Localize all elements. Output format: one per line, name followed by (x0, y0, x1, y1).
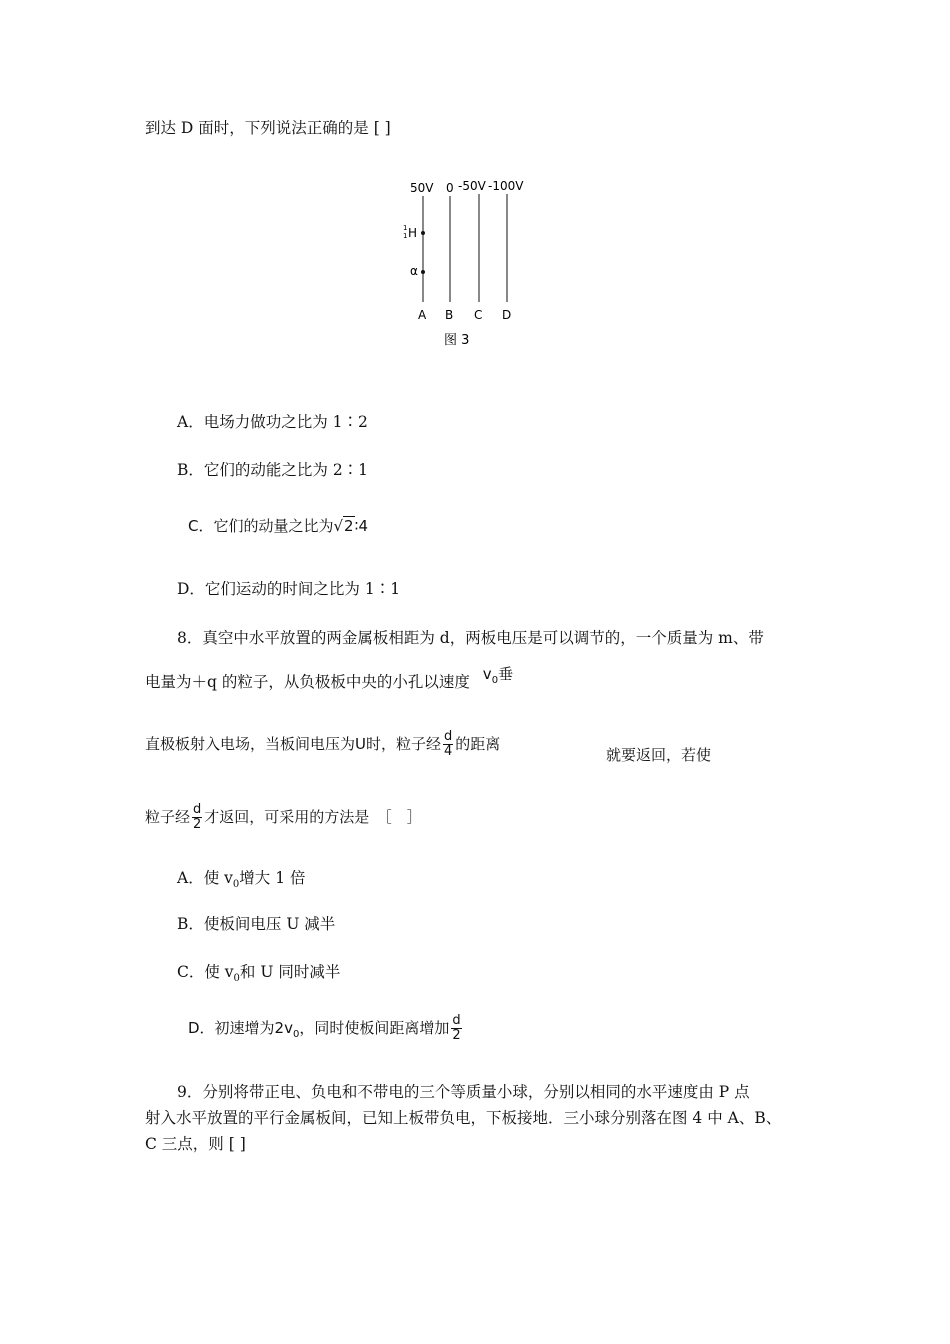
particle-alpha-label: α (410, 264, 418, 278)
h-prefix-top: 1 (403, 224, 408, 232)
q8-line-4-text: 粒子经 (145, 808, 191, 826)
q8-option-a (177, 868, 305, 888)
v-subscript: 0 (233, 973, 240, 984)
q7-option-c (188, 516, 368, 536)
fraction-d-over-4 (443, 730, 453, 759)
q8-line-3 (145, 730, 500, 759)
h-prefix-bottom: 1 (403, 232, 408, 240)
figure-caption: 图 3 (444, 333, 470, 348)
q9-line-1: 9．分别将带正电、负电和不带电的三个等质量小球，分别以相同的水平速度由 P 点 (177, 1083, 750, 1101)
q7-option-c-ratio: ∶4 (354, 517, 369, 535)
fraction-d-over-2 (451, 1014, 461, 1043)
potential-label-b: 0 (446, 181, 454, 195)
q8-line-1: 8．真空中水平放置的两金属板相距为 d，两板电压是可以调节的，一个质量为 m、带 (177, 629, 764, 647)
q7-option-a: A．电场力做功之比为 1∶2 (177, 413, 368, 431)
frac-numerator: d (443, 729, 453, 744)
frac-denominator: 4 (443, 744, 453, 759)
v-subscript: 0 (292, 1029, 300, 1040)
q8-option-d-text: D．初速增为2v (188, 1019, 293, 1037)
q8-line-2-text: 电量为＋q 的粒子，从负极板中央的小孔以速度 (145, 673, 470, 691)
potential-label-a: 50V (410, 181, 434, 195)
q7-intro-line: 到达 D 面时，下列说法正确的是 [ ] (145, 119, 391, 137)
sqrt-radicand: 2 (344, 517, 354, 535)
q8-option-d (188, 1014, 464, 1043)
q8-line-3-text: 直极板射入电场，当板间电压为U时，粒子经 (145, 735, 441, 753)
frac-numerator: d (452, 1013, 461, 1028)
v-subscript: 0 (232, 879, 240, 890)
q8-line-3-tail: 的距离 (455, 735, 501, 753)
q8-option-a-tail: 增大 1 倍 (239, 869, 306, 887)
plate-label-c: C (474, 308, 483, 322)
q8-option-c-text: C．使 v (177, 963, 234, 981)
potential-label-c: -50V (458, 179, 486, 193)
q8-option-d-mid: ，同时使板间距离增加 (299, 1019, 450, 1037)
fraction-d-over-2 (192, 803, 202, 832)
plate-label-a: A (418, 308, 427, 322)
particle-alpha-dot (421, 270, 425, 274)
q8-line-2-tail: 垂 (498, 665, 514, 683)
q8-option-c (177, 962, 340, 982)
v-subscript: 0 (491, 675, 499, 686)
frac-denominator: 2 (452, 1028, 461, 1043)
plate-label-d: D (502, 308, 512, 322)
q7-option-d: D．它们运动的时间之比为 1∶1 (177, 580, 401, 598)
q8-line-3-right: 就要返回，若使 (606, 746, 712, 764)
q9-line-3: C 三点，则 [ ] (145, 1135, 246, 1153)
potential-label-d: -100V (488, 179, 524, 193)
q7-option-c-text: C．它们的动量之比为 (188, 517, 334, 535)
v-symbol: v (482, 665, 492, 683)
velocity-v0 (482, 665, 514, 686)
q8-line-2 (145, 665, 514, 692)
q8-option-b: B．使板间电压 U 减半 (177, 915, 336, 933)
particle-h-label: H (408, 226, 418, 240)
q8-line-4 (145, 803, 422, 832)
sqrt-symbol: √2 (333, 517, 354, 535)
frac-numerator: d (193, 802, 202, 817)
q8-option-c-tail: 和 U 同时减半 (239, 963, 341, 981)
q8-option-a-text: A．使 v (177, 869, 233, 887)
plate-label-b: B (445, 308, 454, 322)
particle-h-dot (421, 231, 425, 235)
q7-option-b: B．它们的动能之比为 2∶1 (177, 461, 369, 479)
q9-line-2: 射入水平放置的平行金属板间，已知上板带负电，下板接地．三小球分别落在图 4 中 A、B、 (145, 1109, 782, 1127)
figure-3 (400, 172, 540, 352)
frac-denominator: 2 (193, 817, 202, 832)
q8-line-4-tail: 才返回，可采用的方法是 ［ ］ (204, 808, 422, 826)
